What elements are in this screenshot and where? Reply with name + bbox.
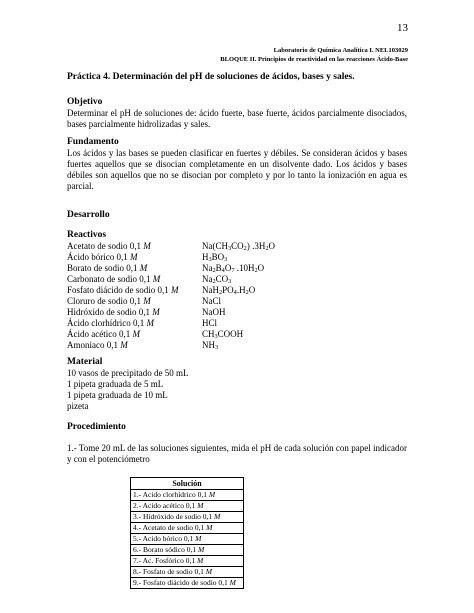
unit-molar: M (152, 274, 161, 284)
reactivo-formula: HCl (202, 318, 218, 328)
solucion-text: 1.- Acido clorhídrico 0,1 (133, 490, 209, 500)
reactivo-formula: $Na_2CO_3$ (202, 274, 232, 285)
page-number: 13 (397, 22, 408, 34)
document-header (220, 46, 408, 64)
unit-molar: M (229, 578, 236, 588)
reactivo-formula: $NaH_2PO_4.H_2O$ (202, 285, 256, 296)
unit-molar: M (214, 512, 221, 522)
unit-molar: M (130, 252, 138, 262)
reactivo-name: Hidróxido de sodio 0,1 M (67, 307, 160, 317)
material-list (67, 368, 188, 412)
solucion-cell (131, 512, 244, 523)
solucion-text: 6.- Borato sódico 0,1 (133, 545, 198, 555)
solucion-cell (131, 545, 244, 556)
unit-molar: M (197, 501, 204, 511)
reactivo-formula: NaOH (202, 307, 226, 317)
material-heading: Material (67, 357, 103, 367)
solucion-cell (131, 578, 244, 589)
solucion-text: 3.- Hidróxido de sodio 0,1 (133, 512, 215, 522)
unit-molar: M (206, 523, 213, 533)
reactivos-names (67, 241, 179, 351)
reactivo-formula: $NH_3$ (202, 340, 219, 351)
reactivo-name: Ácido bórico 0,1 M (67, 252, 138, 262)
table-row (131, 578, 244, 589)
fundamento-heading: Fundamento (67, 137, 119, 147)
material-item: 1 pipeta graduada de 10 mL (67, 390, 168, 400)
reactivos-heading: Reactivos (67, 230, 107, 240)
table-row (131, 501, 244, 512)
table-row (131, 523, 244, 534)
objetivo-heading: Objetivo (67, 97, 103, 107)
reactivo-name: Cloruro de sodio 0,1 M (67, 296, 151, 306)
objetivo-text: Determinar el pH de soluciones de: ácido fuerte, base fuerte, ácidos parcialmente disociados, bases parcialmente hidrolizadas y sales. (67, 108, 407, 129)
unit-molar: M (205, 567, 212, 577)
unit-molar: M (143, 296, 151, 306)
unit-molar: M (143, 241, 151, 251)
reactivos-formulas (202, 241, 275, 351)
reactivo-name: Ácido acético 0,1 M (67, 329, 140, 339)
solucion-text: 8.- Fosfato de sodio 0,1 (133, 567, 206, 577)
reactivo-name: Fosfato diácido de sodio 0,1 M (67, 285, 179, 295)
unit-molar: M (120, 340, 128, 350)
unit-molar: M (139, 263, 148, 273)
solucion-cell (131, 501, 244, 512)
material-item: pizeta (67, 401, 89, 411)
table-row (131, 490, 244, 501)
table-row (131, 545, 244, 556)
table-row (131, 556, 244, 567)
solucion-text: 9.- Fosfato diácido de sodio 0,1 (133, 578, 230, 588)
unit-molar: M (198, 545, 205, 555)
unit-molar: M (208, 490, 216, 500)
reactivo-name: Acetato de sodio 0,1 M (67, 241, 151, 251)
procedimiento-step-1: 1.- Tome 20 mL de las soluciones siguientes, mida el pH de cada solución con papel indicador y con el potenciómetro (67, 443, 407, 464)
header-line-1: Laboratorio de Química Analítica I. NEL103029 (273, 47, 408, 54)
reactivo-formula: $H_3BO_3$ (202, 252, 228, 263)
solucion-text: 2.- Acido acético 0,1 (133, 501, 198, 511)
unit-molar: M (196, 556, 204, 566)
unit-molar: M (195, 534, 202, 544)
reactivo-formula: $CH_3COOH$ (202, 329, 244, 340)
reactivo-name: Borato de sodio 0,1 M (67, 263, 148, 273)
reactivo-formula: $Na_2B_4O_7$ $.10H_2O$ (202, 263, 265, 274)
reactivo-name: Amoniaco 0,1 M (67, 340, 128, 350)
table-row (131, 534, 244, 545)
solucion-text: 7.- Ac. Fosfórico 0,1 (133, 556, 197, 566)
unit-molar: M (152, 307, 160, 317)
reactivo-name: Carbonato de sodio 0,1 M (67, 274, 161, 284)
solucion-cell (131, 534, 244, 545)
table-row (131, 512, 244, 523)
solucion-cell (131, 567, 244, 578)
practice-title: Práctica 4. Determinación del pH de soluciones de ácidos, bases y sales. (67, 72, 355, 82)
desarrollo-heading: Desarrollo (67, 210, 110, 220)
material-item: 1 pipeta graduada de 5 mL (67, 379, 164, 389)
unit-molar: M (171, 285, 179, 295)
solucion-cell (131, 490, 244, 501)
reactivo-formula: NaCl (202, 296, 221, 306)
procedimiento-heading: Procedimiento (67, 422, 126, 432)
unit-molar: M (132, 329, 140, 339)
solucion-cell (131, 523, 244, 534)
solucion-table-header: Solución (131, 478, 244, 490)
solucion-text: 5.- Acido bórico 0,1 (133, 534, 196, 544)
material-item: 10 vasos de precipitado de 50 mL (67, 368, 189, 378)
table-row (131, 567, 244, 578)
reactivo-formula: $Na(CH_3CO_2)$ $.3H_2O$ (202, 241, 275, 252)
reactivo-name: Ácido clorhídrico 0,1 M (67, 318, 154, 328)
header-line-2: BLOQUE II. Principios de reactividad en las reacciones Ácido-Base (220, 56, 408, 63)
solucion-text: 4.- Acetato de sodio 0,1 (133, 523, 207, 533)
unit-molar: M (146, 318, 154, 328)
fundamento-text: Los ácidos y las bases se pueden clasificar en fuertes y débiles. Se consideran ácidos y bases fuertes aquellos que se disocian completamente en un disolvente dado. Los ácidos y bases débiles son aquellos que no se disocian por completo y por lo tanto la ionización en agua es parcial. (67, 148, 407, 191)
solucion-table (130, 477, 244, 589)
solucion-cell (131, 556, 244, 567)
